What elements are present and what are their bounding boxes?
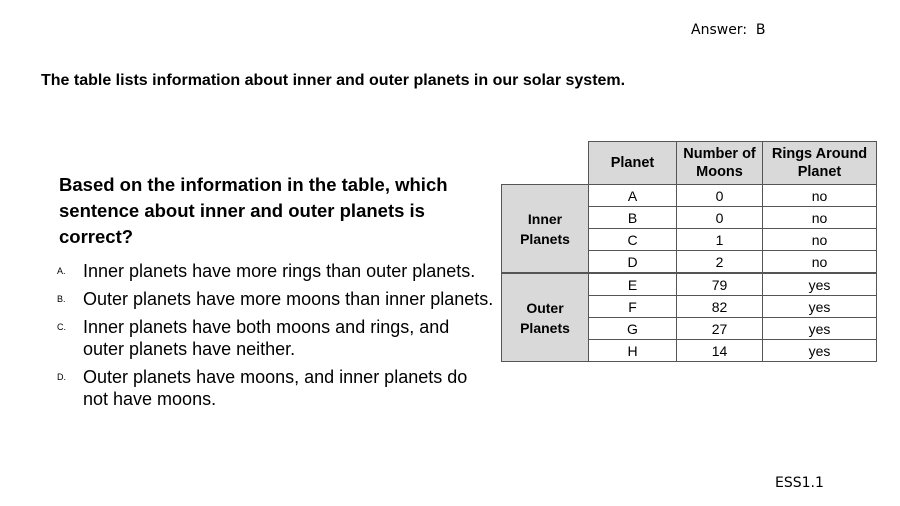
standard-code: ESS1.1 [775,475,824,491]
choice-letter: A. [57,266,66,276]
planet-cell: G [589,318,677,340]
moons-cell: 0 [677,207,763,229]
choice-text: Outer planets have more moons than inner planets. [83,289,494,309]
choice-text: Outer planets have moons, and inner planets do not have moons. [83,367,468,409]
choice-b [55,288,495,310]
answer-label: Answer: B [691,22,766,38]
question-text: Based on the information in the table, which sentence about inner and outer planets is correct? [59,174,448,247]
planet-cell: C [589,229,677,251]
answer-choices [55,260,495,416]
choice-c [55,316,495,360]
choice-letter: D. [57,372,66,382]
moons-cell: 79 [677,273,763,296]
table-row [502,273,877,296]
choice-letter: C. [57,322,66,332]
choice-text: Inner planets have both moons and rings, and outer planets have neither. [83,317,450,359]
rings-cell: yes [763,273,877,296]
blank-header-cell [502,142,589,185]
choice-text: Inner planets have more rings than outer planets. [83,261,476,281]
intro-text: The table lists information about inner and outer planets in our solar system. [41,72,626,89]
moons-cell: 82 [677,296,763,318]
moons-cell: 0 [677,185,763,207]
rings-cell: yes [763,340,877,362]
header-planet: Planet [589,142,677,185]
planet-cell: B [589,207,677,229]
table-header-row [502,142,877,185]
rings-cell: no [763,207,877,229]
moons-cell: 14 [677,340,763,362]
rings-cell: yes [763,318,877,340]
choice-a [55,260,495,282]
rings-cell: no [763,185,877,207]
inner-planets-label: Inner Planets [502,185,589,274]
table-row [502,185,877,207]
header-rings: Rings Around Planet [763,142,877,185]
rings-cell: no [763,251,877,274]
rings-cell: yes [763,296,877,318]
outer-planets-label: Outer Planets [502,273,589,362]
planet-cell: D [589,251,677,274]
moons-cell: 2 [677,251,763,274]
planet-cell: E [589,273,677,296]
planet-cell: A [589,185,677,207]
planet-cell: H [589,340,677,362]
rings-cell: no [763,229,877,251]
choice-letter: B. [57,294,66,304]
choice-d [55,366,495,410]
header-moons: Number of Moons [677,142,763,185]
moons-cell: 27 [677,318,763,340]
planets-table [501,141,877,362]
moons-cell: 1 [677,229,763,251]
planet-cell: F [589,296,677,318]
